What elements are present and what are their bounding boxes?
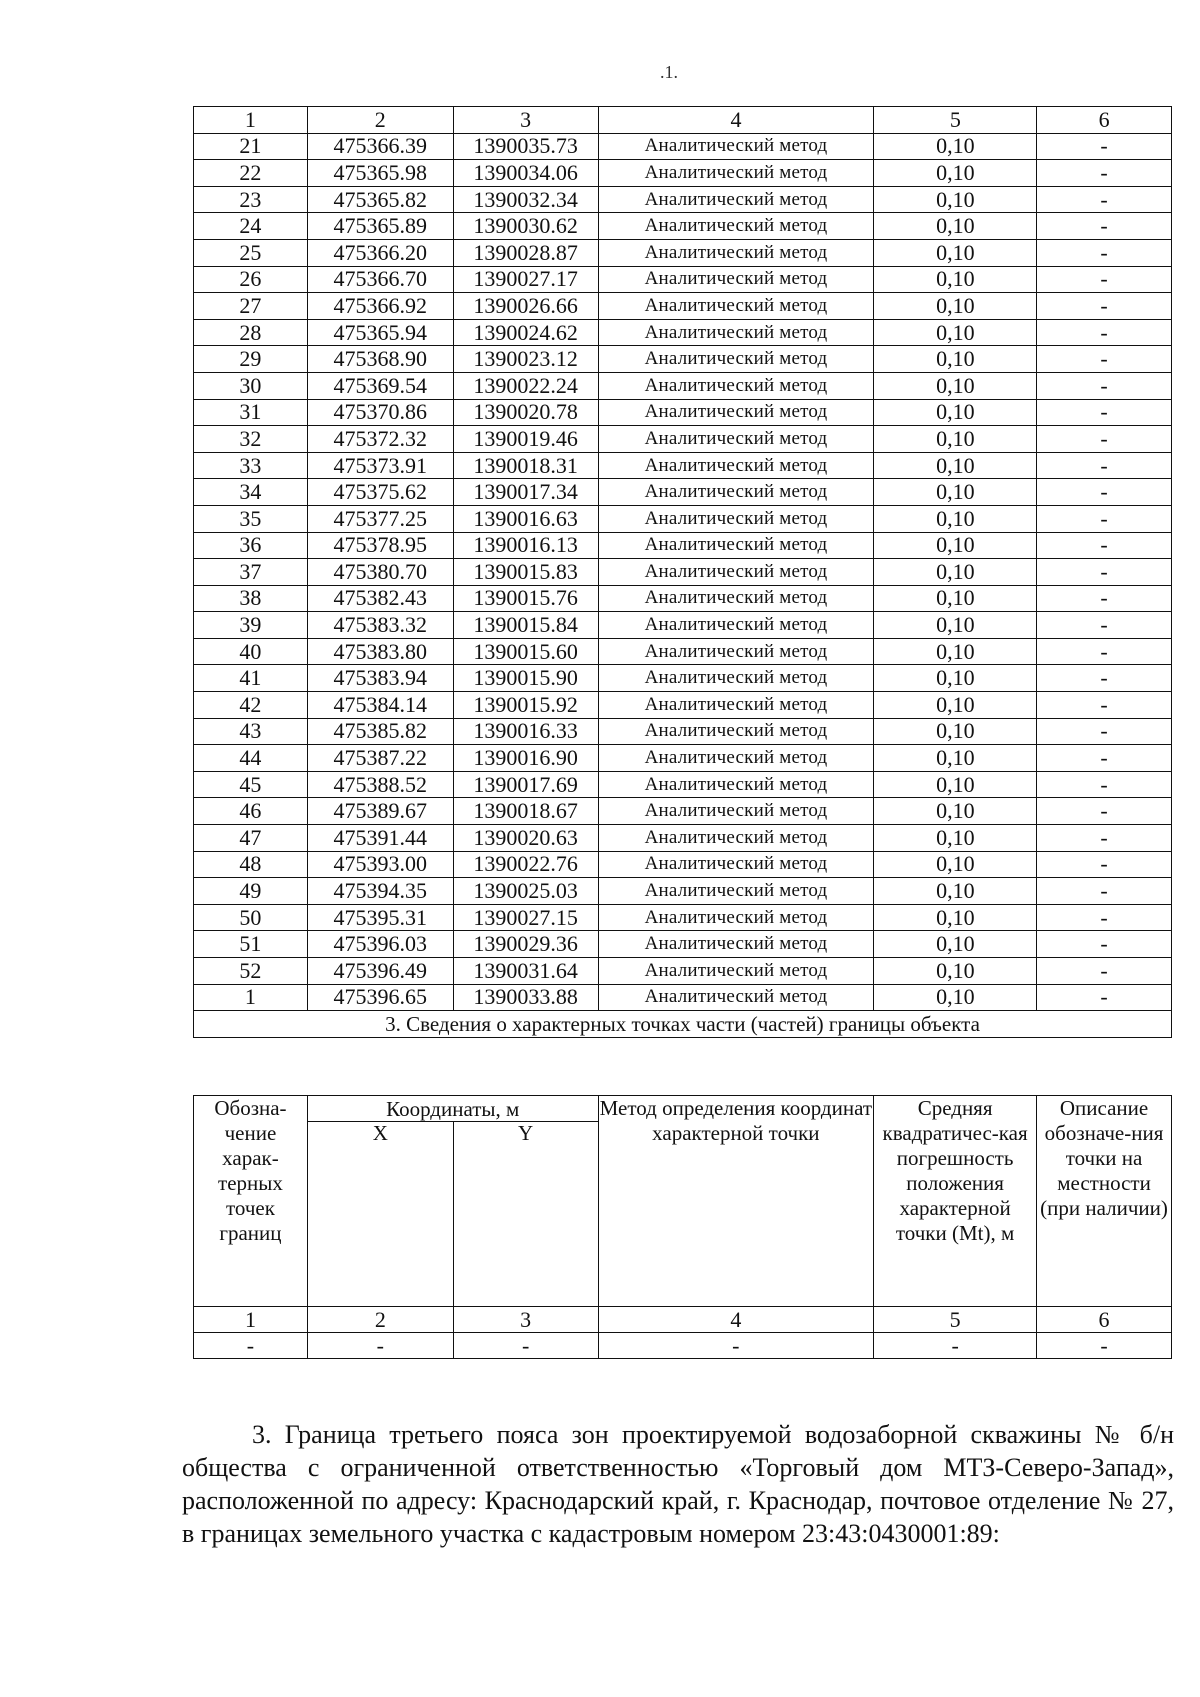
point-number: 50 [194,904,308,931]
method: Аналитический метод [598,239,874,266]
error: 0,10 [874,346,1037,373]
point-number: 25 [194,239,308,266]
point-number: 40 [194,638,308,665]
point-number: 29 [194,346,308,373]
header-y: Y [453,1122,598,1307]
coord-y: 1390016.13 [453,532,598,559]
method: Аналитический метод [598,266,874,293]
header-description: Описание обозначе-ния точки на местности (при наличии) [1037,1096,1172,1307]
part-boundary-points-table [193,1095,1172,1359]
description: - [1037,266,1172,293]
coord-y: 1390024.62 [453,319,598,346]
method: Аналитический метод [598,798,874,825]
table-row [194,718,1172,745]
point-number: 37 [194,559,308,586]
coord-y: 1390026.66 [453,293,598,320]
table-row [194,133,1172,160]
description: - [1037,665,1172,692]
table-row [194,479,1172,506]
error: 0,10 [874,372,1037,399]
method: Аналитический метод [598,559,874,586]
table-row [194,745,1172,772]
column-number: 6 [1037,1307,1172,1333]
method: Аналитический метод [598,346,874,373]
table-row [194,399,1172,426]
table-row [194,931,1172,958]
error: 0,10 [874,771,1037,798]
point-number: 26 [194,266,308,293]
column-number: 4 [598,107,874,134]
point-number: 51 [194,931,308,958]
coord-y: 1390015.92 [453,692,598,719]
coord-x: 475369.54 [307,372,453,399]
method: Аналитический метод [598,638,874,665]
coord-y: 1390032.34 [453,186,598,213]
coord-y: 1390019.46 [453,426,598,453]
table-row [194,186,1172,213]
coord-x: 475366.39 [307,133,453,160]
method: Аналитический метод [598,958,874,985]
error: 0,10 [874,559,1037,586]
table-row [194,958,1172,985]
point-number: 47 [194,825,308,852]
page-number-mark: .1. [660,62,678,82]
point-number: 38 [194,585,308,612]
table-row [194,825,1172,852]
coord-x: 475380.70 [307,559,453,586]
table-row [194,505,1172,532]
table-row [194,771,1172,798]
coord-x: 475373.91 [307,452,453,479]
coord-x: 475368.90 [307,346,453,373]
coord-y: 1390028.87 [453,239,598,266]
column-number-row [194,107,1172,134]
coord-x: 475393.00 [307,851,453,878]
error: 0,10 [874,505,1037,532]
description: - [1037,505,1172,532]
description: - [1037,878,1172,905]
description: - [1037,771,1172,798]
zone-boundary-paragraph: 3. Граница третьего пояса зон проектируемой водозаборной скважины № б/н общества с ограниченной ответственностью «Торговый дом МТЗ-Северо-Запад», расположенной по адресу: Краснодарский край, г. Краснодар, почтовое отделение № 27, в границах земельного участка с кадастровым номером 23:43:0430001:89: [182,1420,1174,1548]
error: 0,10 [874,532,1037,559]
coord-y: 1390022.24 [453,372,598,399]
point-number: 41 [194,665,308,692]
point-number: 48 [194,851,308,878]
table-row [194,372,1172,399]
column-number: 2 [307,107,453,134]
table-row [194,239,1172,266]
header-error: Средняя квадратичес-кая погрешность положения характерной точки (Mt), м [874,1096,1037,1307]
description: - [1037,133,1172,160]
description: - [1037,798,1172,825]
coord-x: 475366.20 [307,239,453,266]
method: Аналитический метод [598,505,874,532]
method: Аналитический метод [598,133,874,160]
point-number: 43 [194,718,308,745]
empty-cell: - [453,1333,598,1359]
method: Аналитический метод [598,931,874,958]
coord-y: 1390018.31 [453,452,598,479]
method: Аналитический метод [598,372,874,399]
table-row [194,293,1172,320]
table-row [194,585,1172,612]
point-number: 30 [194,372,308,399]
point-number: 52 [194,958,308,985]
point-number: 39 [194,612,308,639]
coord-x: 475383.80 [307,638,453,665]
description: - [1037,239,1172,266]
column-number: 3 [453,107,598,134]
error: 0,10 [874,665,1037,692]
coord-y: 1390016.90 [453,745,598,772]
error: 0,10 [874,319,1037,346]
error: 0,10 [874,798,1037,825]
point-number: 22 [194,160,308,187]
coord-y: 1390015.90 [453,665,598,692]
characteristic-points-table [193,106,1172,1038]
column-number: 4 [598,1307,874,1333]
point-number: 44 [194,745,308,772]
coord-x: 475366.92 [307,293,453,320]
table-row [194,904,1172,931]
method: Аналитический метод [598,745,874,772]
coord-x: 475365.94 [307,319,453,346]
coord-x: 475388.52 [307,771,453,798]
table-row [194,638,1172,665]
coord-y: 1390015.83 [453,559,598,586]
description: - [1037,692,1172,719]
point-number: 33 [194,452,308,479]
table-row [194,798,1172,825]
description: - [1037,825,1172,852]
description: - [1037,399,1172,426]
point-number: 36 [194,532,308,559]
coord-x: 475389.67 [307,798,453,825]
table-row [194,319,1172,346]
table-row [194,346,1172,373]
description: - [1037,293,1172,320]
method: Аналитический метод [598,851,874,878]
coord-y: 1390015.76 [453,585,598,612]
method: Аналитический метод [598,692,874,719]
method: Аналитический метод [598,160,874,187]
description: - [1037,904,1172,931]
point-number: 24 [194,213,308,240]
error: 0,10 [874,878,1037,905]
empty-cell: - [307,1333,453,1359]
empty-cell: - [1037,1333,1172,1359]
point-number: 28 [194,319,308,346]
coord-x: 475395.31 [307,904,453,931]
method: Аналитический метод [598,718,874,745]
table-row [194,532,1172,559]
coord-x: 475396.65 [307,984,453,1011]
method: Аналитический метод [598,984,874,1011]
point-number: 31 [194,399,308,426]
coord-x: 475378.95 [307,532,453,559]
description: - [1037,479,1172,506]
table-row [194,452,1172,479]
coord-y: 1390015.60 [453,638,598,665]
error: 0,10 [874,851,1037,878]
error: 0,10 [874,638,1037,665]
coord-x: 475370.86 [307,399,453,426]
coord-x: 475387.22 [307,745,453,772]
header-coordinates: Координаты, м [307,1096,598,1122]
error: 0,10 [874,186,1037,213]
table-row [194,665,1172,692]
coord-x: 475383.94 [307,665,453,692]
point-number: 46 [194,798,308,825]
error: 0,10 [874,904,1037,931]
coord-y: 1390031.64 [453,958,598,985]
method: Аналитический метод [598,665,874,692]
header-method: Метод определения координат характерной точки [598,1096,874,1307]
method: Аналитический метод [598,319,874,346]
point-number: 27 [194,293,308,320]
table-row [194,559,1172,586]
coord-x: 475377.25 [307,505,453,532]
coord-y: 1390027.15 [453,904,598,931]
point-number: 49 [194,878,308,905]
description: - [1037,851,1172,878]
coord-x: 475365.98 [307,160,453,187]
description: - [1037,319,1172,346]
method: Аналитический метод [598,186,874,213]
error: 0,10 [874,213,1037,240]
error: 0,10 [874,692,1037,719]
table-row [194,692,1172,719]
coord-x: 475383.32 [307,612,453,639]
coord-x: 475366.70 [307,266,453,293]
parts-column-number-row [194,1307,1172,1333]
coord-y: 1390018.67 [453,798,598,825]
section-title-row [194,1011,1172,1038]
parts-empty-row [194,1333,1172,1359]
description: - [1037,426,1172,453]
table-row [194,160,1172,187]
point-number: 32 [194,426,308,453]
description: - [1037,745,1172,772]
error: 0,10 [874,399,1037,426]
point-number: 34 [194,479,308,506]
point-number: 23 [194,186,308,213]
coord-x: 475396.49 [307,958,453,985]
error: 0,10 [874,931,1037,958]
method: Аналитический метод [598,612,874,639]
coord-y: 1390027.17 [453,266,598,293]
description: - [1037,585,1172,612]
method: Аналитический метод [598,585,874,612]
coord-x: 475396.03 [307,931,453,958]
table-row [194,878,1172,905]
error: 0,10 [874,133,1037,160]
method: Аналитический метод [598,426,874,453]
coord-y: 1390017.34 [453,479,598,506]
coord-y: 1390025.03 [453,878,598,905]
section-title: 3. Сведения о характерных точках части (частей) границы объекта [194,1011,1172,1038]
coord-x: 475384.14 [307,692,453,719]
error: 0,10 [874,426,1037,453]
coord-x: 475385.82 [307,718,453,745]
method: Аналитический метод [598,399,874,426]
error: 0,10 [874,293,1037,320]
coord-x: 475365.89 [307,213,453,240]
method: Аналитический метод [598,532,874,559]
error: 0,10 [874,745,1037,772]
table-row [194,426,1172,453]
point-number: 42 [194,692,308,719]
coord-x: 475382.43 [307,585,453,612]
point-number: 45 [194,771,308,798]
coord-x: 475394.35 [307,878,453,905]
column-number: 1 [194,1307,308,1333]
point-number: 21 [194,133,308,160]
table-row [194,612,1172,639]
description: - [1037,452,1172,479]
column-number: 5 [874,1307,1037,1333]
description: - [1037,958,1172,985]
column-number: 3 [453,1307,598,1333]
coord-y: 1390016.63 [453,505,598,532]
coord-y: 1390029.36 [453,931,598,958]
description: - [1037,186,1172,213]
coord-y: 1390020.63 [453,825,598,852]
column-number: 5 [874,107,1037,134]
column-number: 6 [1037,107,1172,134]
method: Аналитический метод [598,825,874,852]
error: 0,10 [874,585,1037,612]
header-designation: Обозна-чение харак-терных точек границ [194,1096,308,1307]
coord-y: 1390035.73 [453,133,598,160]
description: - [1037,213,1172,240]
description: - [1037,638,1172,665]
description: - [1037,372,1172,399]
table-row [194,851,1172,878]
empty-cell: - [874,1333,1037,1359]
header-x: X [307,1122,453,1307]
empty-cell: - [194,1333,308,1359]
coord-y: 1390016.33 [453,718,598,745]
error: 0,10 [874,825,1037,852]
coord-y: 1390034.06 [453,160,598,187]
error: 0,10 [874,239,1037,266]
coord-y: 1390015.84 [453,612,598,639]
coord-x: 475375.62 [307,479,453,506]
coord-y: 1390020.78 [453,399,598,426]
error: 0,10 [874,266,1037,293]
coord-y: 1390023.12 [453,346,598,373]
table-row [194,213,1172,240]
coord-x: 475365.82 [307,186,453,213]
point-number: 1 [194,984,308,1011]
coord-y: 1390030.62 [453,213,598,240]
description: - [1037,160,1172,187]
table-row [194,984,1172,1011]
description: - [1037,984,1172,1011]
method: Аналитический метод [598,452,874,479]
coord-y: 1390033.88 [453,984,598,1011]
description: - [1037,532,1172,559]
error: 0,10 [874,612,1037,639]
coord-y: 1390017.69 [453,771,598,798]
method: Аналитический метод [598,904,874,931]
table-row [194,266,1172,293]
description: - [1037,718,1172,745]
method: Аналитический метод [598,213,874,240]
error: 0,10 [874,958,1037,985]
column-number: 2 [307,1307,453,1333]
method: Аналитический метод [598,293,874,320]
method: Аналитический метод [598,479,874,506]
description: - [1037,931,1172,958]
coord-x: 475372.32 [307,426,453,453]
error: 0,10 [874,718,1037,745]
error: 0,10 [874,452,1037,479]
description: - [1037,559,1172,586]
error: 0,10 [874,984,1037,1011]
error: 0,10 [874,160,1037,187]
description: - [1037,346,1172,373]
method: Аналитический метод [598,771,874,798]
method: Аналитический метод [598,878,874,905]
coord-y: 1390022.76 [453,851,598,878]
coord-x: 475391.44 [307,825,453,852]
column-number: 1 [194,107,308,134]
point-number: 35 [194,505,308,532]
description: - [1037,612,1172,639]
error: 0,10 [874,479,1037,506]
empty-cell: - [598,1333,874,1359]
